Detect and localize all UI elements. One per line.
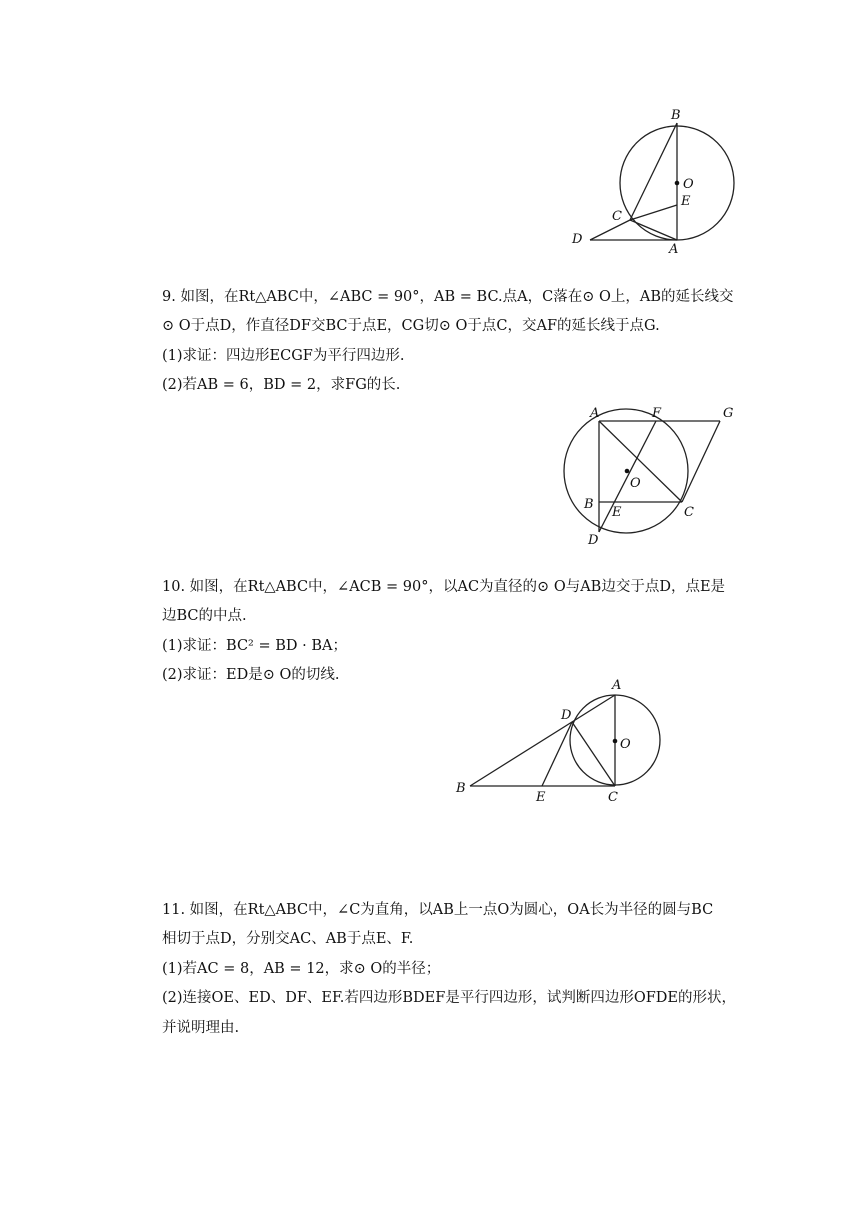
segment-ce — [630, 205, 677, 220]
q11-line-5: 并说明理由. — [162, 1020, 240, 1036]
segment-bc — [630, 123, 677, 220]
label-d: D — [588, 533, 599, 548]
label-d: D — [572, 232, 583, 247]
label-c: C — [608, 790, 618, 805]
label-c: C — [684, 505, 694, 520]
figure-q8-circle-diagram — [560, 100, 750, 260]
q11-line-4: (2)连接OE、ED、DF、EF.若四边形BDEF是平行四边形，试判断四边形OFDE的形状， — [162, 990, 736, 1006]
q10-line-3: (1)求证：BC² = BD · BA； — [162, 638, 347, 654]
segment-ba — [470, 695, 615, 786]
center-dot — [613, 739, 618, 744]
label-b: B — [584, 497, 594, 512]
q11-line-3: (1)若AC = 8，AB = 12，求⊙ O的半径； — [162, 961, 441, 977]
label-e: E — [612, 505, 622, 520]
label-o: O — [620, 737, 631, 752]
q10-line-4: (2)求证：ED是⊙ O的切线. — [162, 667, 340, 683]
q9-line-1: 9. 如图，在Rt△ABC中，∠ABC = 90°，AB = BC.点A，C落在⊙ O上，AB的延长线交 — [162, 289, 734, 305]
label-f: F — [652, 406, 662, 421]
label-b: B — [456, 781, 466, 796]
label-e: E — [536, 790, 546, 805]
label-b: B — [671, 108, 681, 123]
center-dot — [675, 181, 680, 186]
q10-line-1: 10. 如图，在Rt△ABC中，∠ACB = 90°，以AC为直径的⊙ O与AB边交于点D，点E是 — [162, 579, 726, 595]
q11-line-2: 相切于点D，分别交AC、AB于点E、F. — [162, 931, 414, 947]
segment-dc — [590, 220, 630, 240]
segment-dc — [572, 722, 615, 786]
label-e: E — [681, 194, 691, 209]
label-o: O — [630, 476, 641, 491]
q11-line-1: 11. 如图，在Rt△ABC中，∠C为直角，以AB上一点O为圆心，OA长为半径的圆与BC — [162, 902, 714, 918]
diameter-df — [599, 421, 656, 532]
q10-line-2: 边BC的中点. — [162, 608, 247, 624]
figure-q9-circle-parallelogram — [560, 400, 750, 550]
label-d: D — [561, 708, 572, 723]
label-o: O — [683, 177, 694, 192]
figure-q10-triangle-circle — [450, 675, 670, 810]
label-g: G — [723, 406, 734, 421]
q9-line-4: (2)若AB = 6，BD = 2，求FG的长. — [162, 377, 401, 393]
center-dot — [625, 469, 630, 474]
q9-line-2: ⊙ O于点D，作直径DF交BC于点E，CG切⊙ O于点C，交AF的延长线于点G. — [162, 318, 660, 334]
label-a: A — [590, 406, 600, 421]
label-a: A — [669, 242, 679, 257]
label-a: A — [612, 678, 622, 693]
label-c: C — [612, 209, 622, 224]
q9-line-3: (1)求证：四边形ECGF为平行四边形. — [162, 348, 405, 364]
segment-ca — [630, 220, 677, 240]
